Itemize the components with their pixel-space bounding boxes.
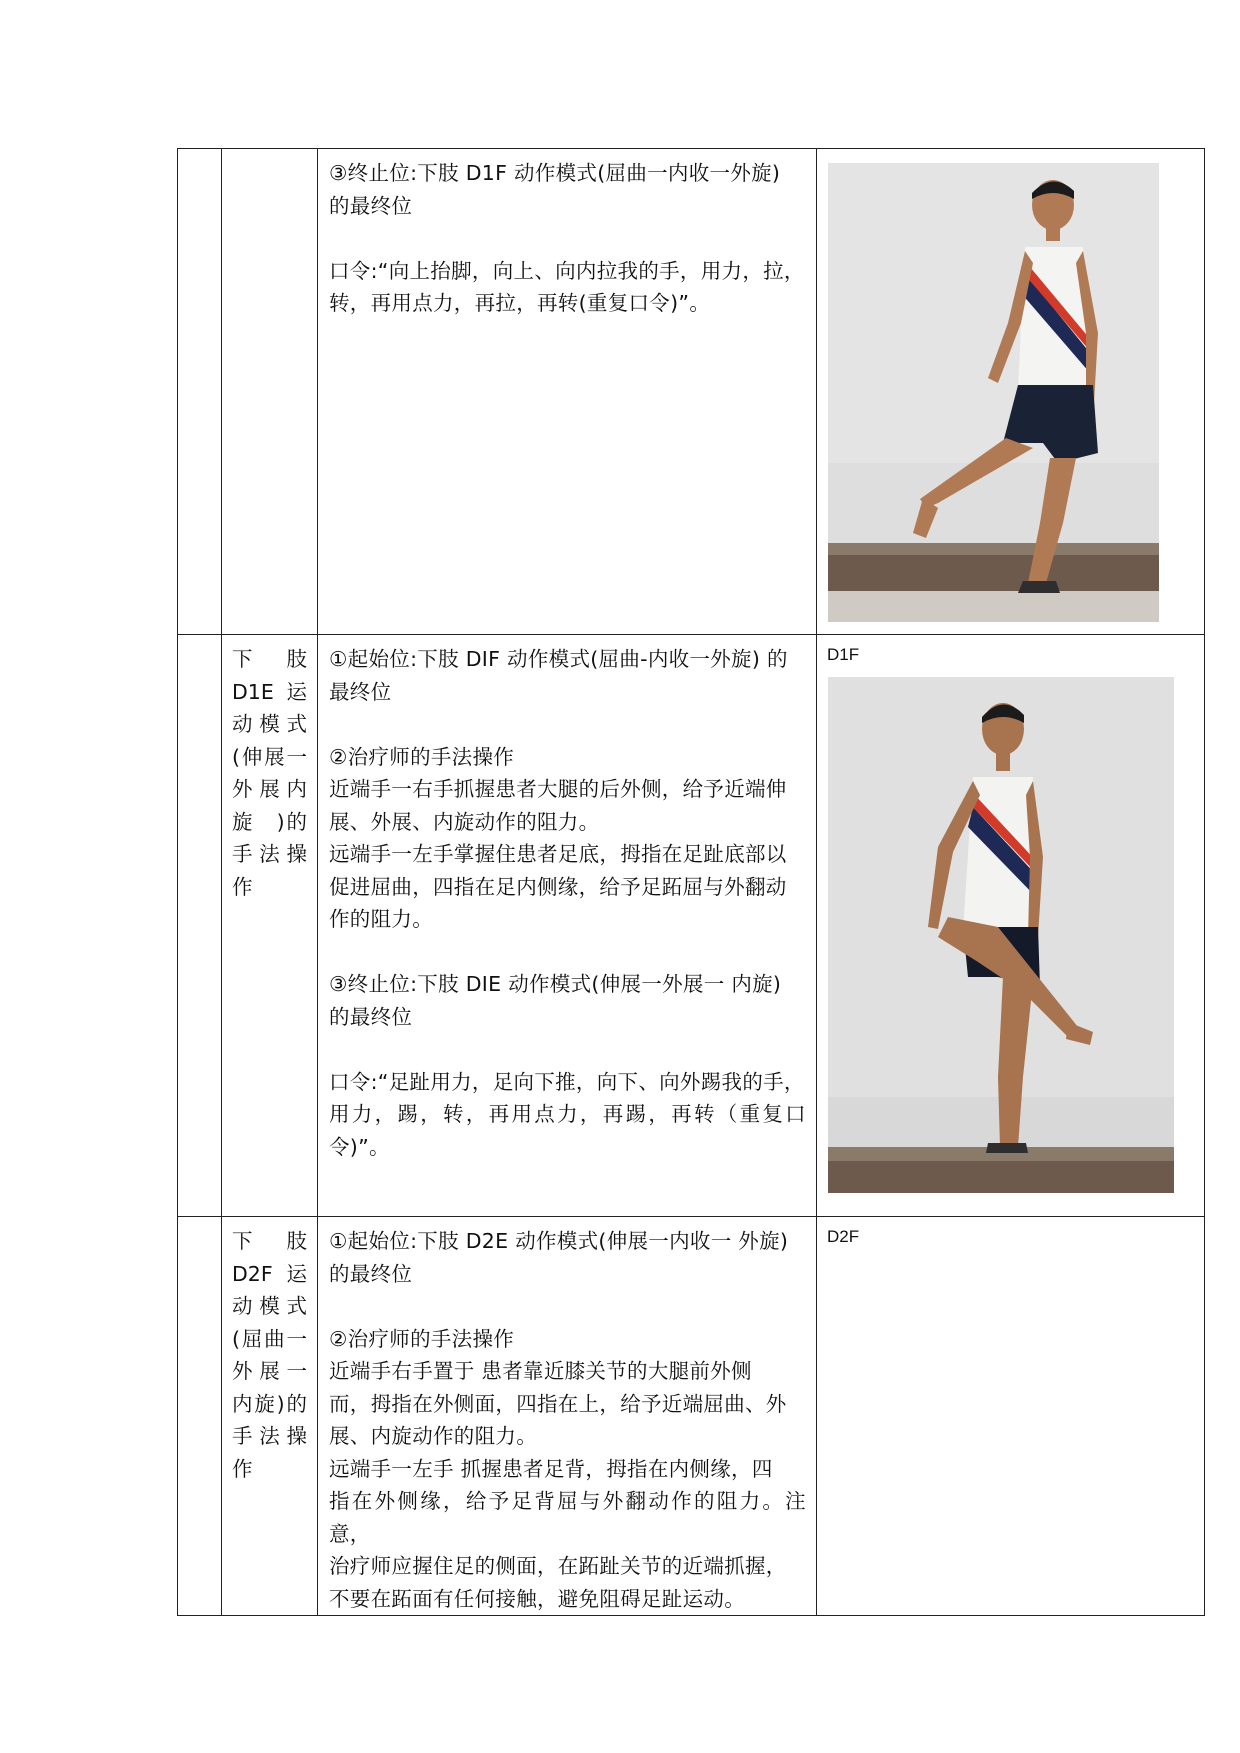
row-label-line: 动模式 (232, 1294, 307, 1318)
photo-d1e-end-position (828, 677, 1174, 1193)
exercise-table (177, 148, 1205, 1616)
photo-cell (817, 635, 1205, 1217)
instruction-paragraph (329, 643, 806, 708)
row-label-line: D2F 运 (232, 1261, 307, 1286)
row-label-line: 作 (232, 1456, 253, 1481)
instruction-line: 作的阻力。 (329, 907, 433, 931)
instruction-cell (318, 635, 817, 1217)
instruction-line: 转，再用点力，再拉，再转(重复口令)”。 (329, 291, 711, 315)
instruction-line: 的最终位 (329, 1261, 413, 1286)
label-cell (222, 635, 318, 1217)
instruction-line: 展、内旋动作的阻力。 (329, 1424, 537, 1448)
instruction-paragraph (329, 1323, 806, 1616)
row-label-line: D1E 运 (232, 679, 307, 704)
table-row (178, 149, 1205, 635)
index-cell (178, 1217, 222, 1616)
instruction-paragraph (329, 255, 806, 320)
instruction-line: ③终止位:下肢 D1F 动作模式(屈曲一内收一外旋) (329, 161, 781, 185)
instruction-line: 用力，踢，转，再用点力，再踢，再转（重复口令)”。 (329, 1102, 806, 1159)
instruction-paragraph (329, 1066, 806, 1164)
instruction-line: ②治疗师的手法操作 (329, 744, 515, 769)
instruction-paragraph (329, 968, 806, 1033)
table-row (178, 1217, 1205, 1616)
instruction-line: 近端手右手置于 患者靠近膝关节的大腿前外侧 (329, 1359, 752, 1383)
instruction-paragraph (329, 157, 806, 222)
instruction-line: 近端手一右手抓握患者大腿的后外侧，给予近端伸 (329, 777, 787, 801)
label-cell (222, 149, 318, 635)
instruction-paragraph (329, 741, 806, 936)
photo-cell (817, 149, 1205, 635)
instruction-paragraph (329, 1225, 806, 1290)
instruction-line: 的最终位 (329, 1004, 413, 1029)
row-label-line: (伸展一 (232, 744, 307, 769)
photo-cell (817, 1217, 1205, 1616)
label-cell (222, 1217, 318, 1616)
instruction-line: 口令:“向上抬脚，向上、向内拉我的手，用力，拉， (329, 258, 805, 283)
paragraph-gap (329, 936, 806, 969)
row-label-line: 外展内 (232, 777, 307, 801)
instruction-line: 展、外展、内旋动作的阻力。 (329, 809, 600, 834)
paragraph-gap (329, 1033, 806, 1066)
index-cell (178, 149, 222, 635)
instruction-line: 而，拇指在外侧面，四指在上，给予近端屈曲、外 (329, 1391, 787, 1416)
instruction-line: ①起始位:下肢 DIF 动作模式(屈曲-内收一外旋) 的 (329, 647, 788, 671)
row-label-line: (屈曲一 (232, 1326, 307, 1351)
instruction-line: ③终止位:下肢 DIE 动作模式(伸展一外展一 内旋) (329, 972, 782, 996)
row-label-line: 作 (232, 874, 253, 899)
paragraph-gap (329, 222, 806, 255)
instruction-cell (318, 149, 817, 635)
row-label-line: 下 肢 (232, 1229, 307, 1253)
instruction-line: ①起始位:下肢 D2E 动作模式(伸展一内收一 外旋) (329, 1229, 789, 1253)
row-label-line: 手法操 (232, 1424, 307, 1448)
photo-d1f-end-position (828, 163, 1159, 622)
row-label-line: 动模式 (232, 712, 307, 736)
instruction-line: 远端手一左手掌握住患者足底，拇指在足趾底部以 (329, 842, 787, 866)
index-cell (178, 635, 222, 1217)
instruction-line: 最终位 (329, 679, 392, 704)
photo-caption: D2F (827, 1227, 860, 1246)
row-label-line: 外展一 (232, 1359, 307, 1383)
instruction-line: 远端手一左手 抓握患者足背，拇指在内侧缘，四 (329, 1456, 773, 1481)
instruction-line: 指在外侧缘，给予足背屈与外翻动作的阻力。注意， (329, 1489, 806, 1546)
instruction-line: ②治疗师的手法操作 (329, 1326, 515, 1351)
row-label-line: 旋 )的 (232, 809, 307, 834)
instruction-line: 不要在跖面有任何接触，避免阻碍足趾运动。 (329, 1586, 745, 1611)
instruction-line: 口令:“足趾用力，足向下推，向下、向外踢我的手， (329, 1069, 805, 1094)
instruction-line: 促进屈曲，四指在足内侧缘，给予足跖屈与外翻动 (329, 874, 787, 899)
paragraph-gap (329, 1290, 806, 1323)
instruction-line: 的最终位 (329, 193, 413, 218)
table-row (178, 635, 1205, 1217)
row-label-line: 手法操 (232, 842, 307, 866)
photo-caption: D1F (827, 645, 860, 664)
instruction-line: 治疗师应握住足的侧面，在跖趾关节的近端抓握， (329, 1554, 787, 1578)
row-label-line: 下 肢 (232, 647, 307, 671)
instruction-cell (318, 1217, 817, 1616)
row-label-line: 内旋)的 (232, 1391, 307, 1416)
paragraph-gap (329, 708, 806, 741)
